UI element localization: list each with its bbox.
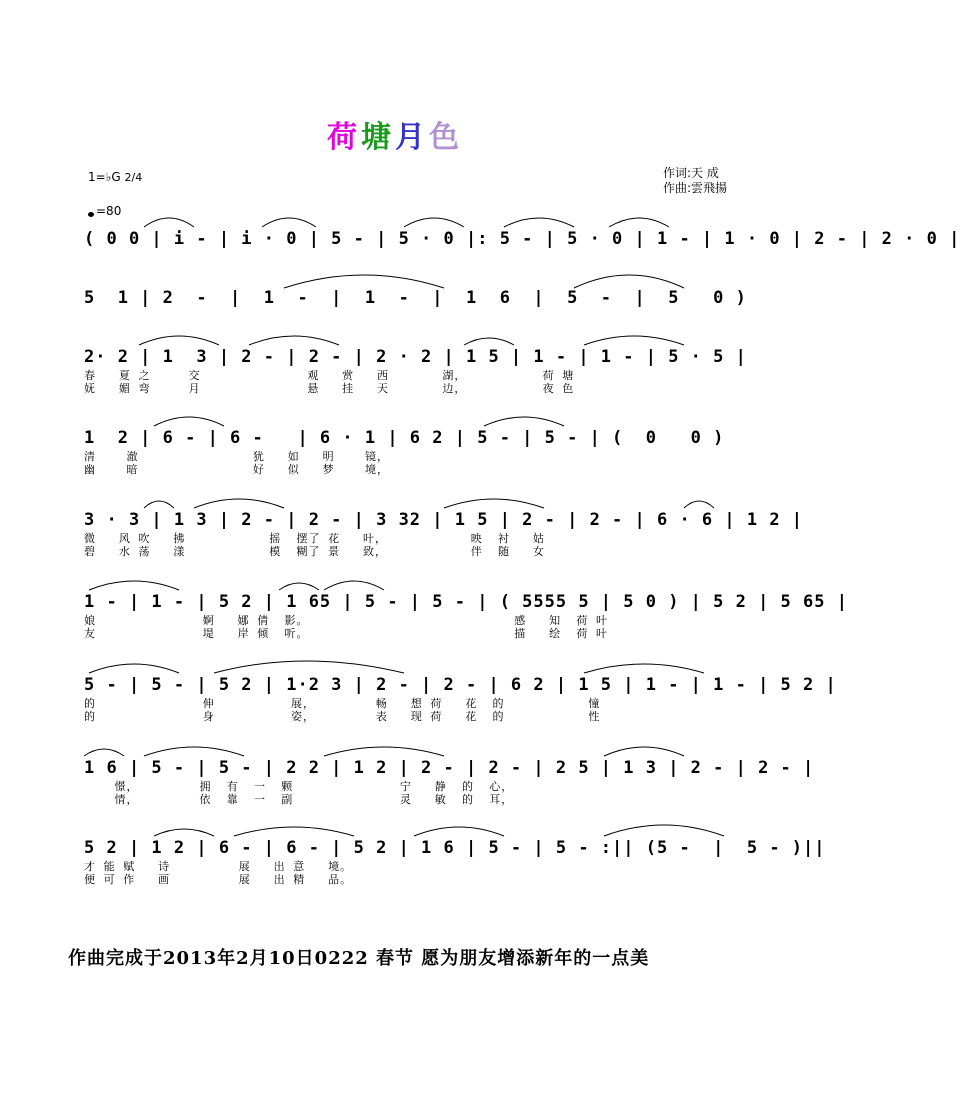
tempo-value: =80 <box>96 204 122 218</box>
time-signature: 2/4 <box>124 171 143 184</box>
slur-marks <box>84 736 744 760</box>
lyrics-verse-2: 便 可 作 画 展 出 精 品。 <box>84 873 353 886</box>
slur-marks <box>84 570 744 594</box>
notation-line: ( 0 0 | i - | i · 0 | 5 - | 5 · 0 |: 5 - | 5 · 0 | 1 - | 1 · 0 | 2 - | 2 · 0 | <box>84 229 960 249</box>
notation-line: 5 2 | 1 2 | 6 - | 6 - | 5 2 | 1 6 | 5 - | 5 - :|| (5 - | 5 - )|| <box>84 838 826 858</box>
lyricist: 作词:天 成 <box>663 166 719 180</box>
lyrics-verse-1: 才 能 赋 诗 展 出 意 境。 <box>84 860 353 873</box>
slur-marks <box>84 266 744 290</box>
lyrics-verse-2: 情， 依 靠 一 副 灵 敏 的 耳， <box>84 793 514 806</box>
lyrics-verse-2: 的 身 姿， 表 现 荷 花 的 性 <box>84 710 601 723</box>
notation-line: 5 - | 5 - | 5 2 | 1·2 3 | 2 - | 2 - | 6 2 | 1 5 | 1 - | 1 - | 5 2 | <box>84 675 837 695</box>
notation-line: 2· 2 | 1 3 | 2 - | 2 - | 2 · 2 | 1 5 | 1 - | 1 - | 5 · 5 | <box>84 347 747 367</box>
slur-marks <box>84 406 744 430</box>
title-char-1: 荷 <box>327 120 361 155</box>
title-char-3: 月 <box>395 120 429 155</box>
lyrics-verse-1: 憬， 拥 有 一 颗 宁 静 的 心， <box>84 780 514 793</box>
notation-line: 5 1 | 2 - | 1 - | 1 - | 1 6 | 5 - | 5 0 ) <box>84 288 747 308</box>
lyrics-verse-2: 幽 暗 好 似 梦 境， <box>84 463 390 476</box>
lyrics-verse-2: 碧 水 荡 漾 模 糊了 景 致， 伴 随 女 <box>84 545 545 558</box>
lyrics-verse-1: 春 夏 之 交 观 赏 西 湖， 荷 塘 <box>84 369 575 382</box>
title-char-2: 塘 <box>361 120 395 155</box>
song-title <box>0 112 790 156</box>
notation-line: 1 6 | 5 - | 5 - | 2 2 | 1 2 | 2 - | 2 - | 2 5 | 1 3 | 2 - | 2 - | <box>84 758 815 778</box>
slur-marks <box>84 488 744 512</box>
staff-system-9 <box>84 838 826 918</box>
key-flat: ♭G <box>105 170 121 184</box>
notation-line: 1 2 | 6 - | 6 - | 6 · 1 | 6 2 | 5 - | 5 - | ( 0 0 ) <box>84 428 725 448</box>
notation-line: 1 - | 1 - | 5 2 | 1 65 | 5 - | 5 - | ( 5555 5 | 5 0 ) | 5 2 | 5 65 | <box>84 592 848 612</box>
lyrics-verse-2: 友 堤 岸 倾 听。 描 绘 荷 叶 <box>84 627 608 640</box>
lyrics-verse-2: 妩 媚 弯 月 悬 挂 天 边， 夜 色 <box>84 382 575 395</box>
title-char-4: 色 <box>429 120 463 155</box>
lyrics-verse-1: 娘 婀 娜 倩 影。 感 知 荷 叶 <box>84 614 608 627</box>
composer: 作曲:雲飛揚 <box>663 181 728 195</box>
lyrics-verse-1: 清 澈 犹 如 明 镜， <box>84 450 390 463</box>
slur-marks <box>84 325 744 349</box>
key-label: 1= <box>88 170 106 184</box>
lyrics-verse-1: 的 伸 展， 畅 想 荷 花 的 憧 <box>84 697 601 710</box>
lyrics-verse-1: 微 风 吹 拂 摇 摆了 花 叶， 映 衬 姑 <box>84 532 545 545</box>
key-signature <box>88 170 142 185</box>
slur-marks <box>84 653 744 677</box>
slur-marks <box>84 207 744 231</box>
composition-note: 作曲完成于2013年2月10日0222 春节 愿为朋友增添新年的一点美 <box>68 948 650 969</box>
slur-marks <box>84 816 744 840</box>
credits <box>663 166 727 196</box>
notation-line: 3 · 3 | 1 3 | 2 - | 2 - | 3 32 | 1 5 | 2 - | 2 - | 6 · 6 | 1 2 | <box>84 510 804 530</box>
